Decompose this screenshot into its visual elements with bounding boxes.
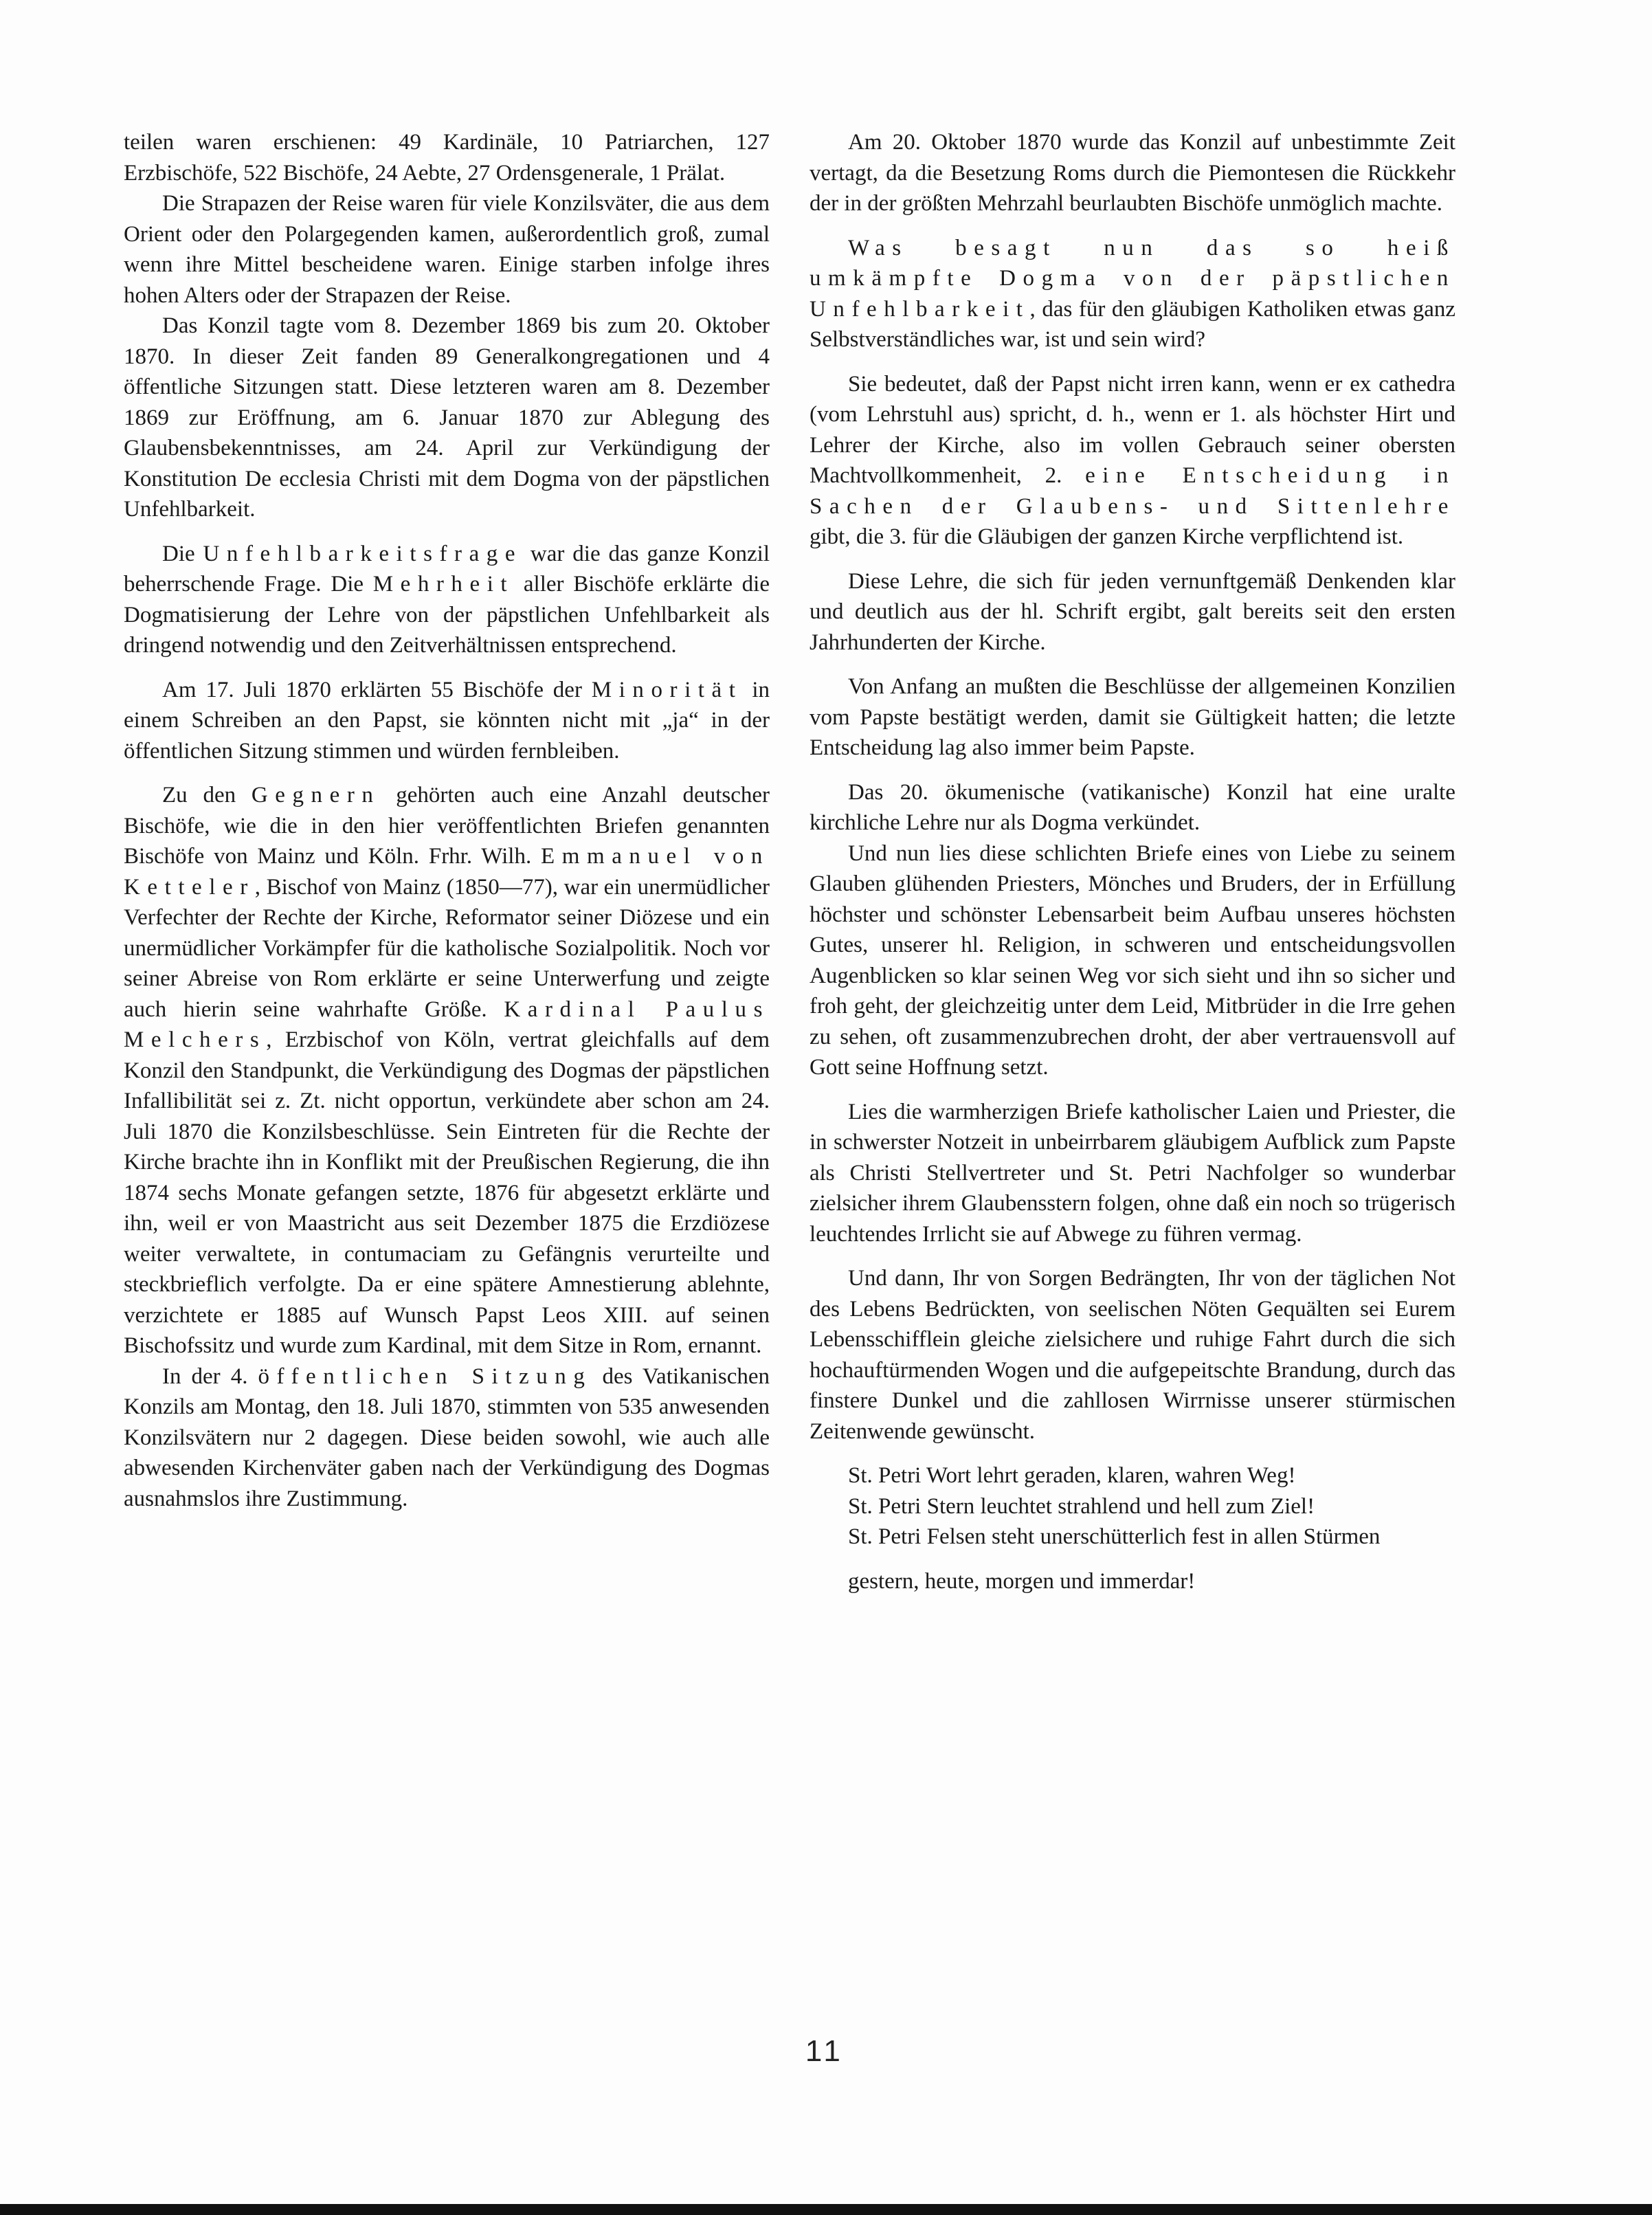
- text-run: Und dann, Ihr von Sorgen Bedrängten, Ihr von der täglichen Not des Lebens Bedrückten, von seelischen Nöten Gequälten sei Eurem Lebensschifflein gleiche zielsichere und ruhige Fahrt durch die sich hochauftürmenden Wogen und die aufgepeitschte Brandung, durch das finstere Dunkel und die zahllosen Wirrnisse unserer stürmischen Zeitenwende gewünscht.: [810, 1266, 1455, 1444]
- text-run: In der 4.: [162, 1363, 258, 1389]
- text-run: war die das ganze Konzil beherrschende Frage. Die: [124, 541, 770, 597]
- paragraph: [810, 777, 1455, 838]
- paragraph: [810, 566, 1455, 658]
- paragraph: [124, 311, 770, 525]
- text-run: teilen waren erschienen: 49 Kardinäle, 10 Patriarchen, 127 Erzbischöfe, 522 Bischöfe, 24 Aebte, 27 Ordensgenerale, 1 Prälat.: [124, 130, 770, 186]
- scan-bottom-edge: [0, 2204, 1652, 2215]
- paragraph: [124, 188, 770, 311]
- text-run: Das 20. ökumenische (vatikanische) Konzil hat eine uralte kirchliche Lehre nur als Dogma verkündet.: [810, 779, 1455, 835]
- text-run: St. Petri Stern leuchtet strahlend und hell zum Ziel!: [848, 1493, 1315, 1519]
- paragraph: [810, 369, 1455, 553]
- text-run: St. Petri Wort lehrt geraden, klaren, wahren Weg!: [848, 1463, 1296, 1488]
- emphasized-text: Emmanuel von Ketteler: [124, 844, 770, 900]
- paragraph: [810, 671, 1455, 764]
- text-run: Am 17. Juli 1870 erklärten 55 Bischöfe der: [162, 677, 592, 702]
- paragraph: [124, 127, 770, 188]
- emphasized-text: Unfehlbarkeitsfrage: [203, 541, 523, 566]
- text-run: Die: [162, 541, 203, 566]
- text-run: Und nun lies diese schlichten Briefe eines von Liebe zu seinem Glauben glühenden Priesters, Mönches und Bruders, der in Erfüllung höchster und schönster Lebensarbeit beim Aufbau unseres höchsten Gutes, unserer hl. Religion, in schweren und entscheidungsvollen Augenblicken so klar seinen Weg vor sich sieht und ihn so sicher und froh geht, der gleichzeitig unter dem Leid, Mitbrüder in die Irre gehen zu sehen, oft zusammenzubrechen droht, der aber vertrauensvoll auf Gott seine Hoffnung setzt.: [810, 841, 1455, 1080]
- emphasized-text: Gegnern: [251, 783, 381, 808]
- text-run: , Bischof von Mainz (1850—77), war ein unermüdlicher Verfechter der Rechte der Kirche, Reformator seiner Diözese und ein unermüdlicher Vorkämpfer für die katholische Sozialpolitik. Noch vor seiner Abreise von Rom erklärte er seine Unterwerfung und zeigte auch hierin seine wahrhafte Größe.: [124, 874, 770, 1022]
- text-run: Zu den: [162, 783, 252, 808]
- text-run: Am 20. Oktober 1870 wurde das Konzil auf unbestimmte Zeit vertagt, da die Besetzung Roms durch die Piemontesen die Rückkehr der in der größten Mehrzahl beurlaubten Bischöfe unmöglich machte.: [810, 130, 1455, 216]
- page-number: 11: [805, 2034, 845, 2068]
- paragraph: [810, 1522, 1455, 1552]
- text-run: , Erzbischof von Köln, vertrat gleichfalls auf dem Konzil den Standpunkt, die Verkündigung des Dogmas der päpstlichen Infallibilität sei z. Zt. nicht opportun, verkündete aber schon am 24. Juli 1870 die Konzilsbeschlüsse. Sein Eintreten für die Rechte der Kirche brachte ihn in Konflikt mit der Preußischen Regierung, die ihn 1874 sechs Monate gefangen setzte, 1876 für abgesetzt erklärte und ihn, weil er von Maastricht aus seit Dezember 1875 die Erzdiözese weiter verwaltete, in contumaciam zu Gefängnis verurteilte und steckbrieflich verfolgte. Da er eine spätere Amnestierung ablehnte, verzichtete er 1885 auf Wunsch Papst Leos XIII. auf seinen Bischofssitz und wurde zum Kardinal, mit dem Sitze in Rom, ernannt.: [124, 1027, 770, 1358]
- text-run: , das für den gläubigen Katholiken etwas ganz Selbstverständliches war, ist und sein wird?: [810, 296, 1455, 352]
- text-run: Die Strapazen der Reise waren für viele Konzilsväter, die aus dem Orient oder den Polargegenden kamen, außerordentlich groß, zumal wenn ihre Mittel bescheidene waren. Einige starben infolge ihres hohen Alters oder der Strapazen der Reise.: [124, 191, 770, 308]
- paragraph: [810, 233, 1455, 355]
- text-run: Das Konzil tagte vom 8. Dezember 1869 bis zum 20. Oktober 1870. In dieser Zeit fanden 89 Generalkongregationen und 4 öffentliche Sitzungen statt. Diese letzteren waren am 8. Dezember 1869 zur Eröffnung, am 6. Januar 1870 zur Ablegung des Glaubensbekenntnisses, am 24. April zur Verkündigung der Konstitution De ecclesia Christi mit dem Dogma von der päpstlichen Unfehlbarkeit.: [124, 313, 770, 522]
- text-run: des Vatikanischen Konzils am Montag, den 18. Juli 1870, stimmten von 535 anwesenden Konzilsvätern nur 2 dagegen. Diese beiden sowohl, wie auch alle abwesenden Kirchenväter gaben nach der Verkündigung des Dogmas ausnahmslos ihre Zustimmung.: [124, 1363, 770, 1511]
- paragraph: [810, 1097, 1455, 1250]
- paragraph: [810, 1566, 1455, 1597]
- paragraph: [810, 838, 1455, 1083]
- paragraph: [810, 127, 1455, 219]
- left-text-column: [124, 127, 770, 1514]
- text-run: aller Bischöfe erklärte die Dogmatisierung der Lehre von der päpstlichen Unfehlbarkeit als dringend notwendig und den Zeitverhältnissen entsprechend.: [124, 572, 770, 658]
- emphasized-text: eine Entscheidung in Sachen der Glaubens- und Sittenlehre: [810, 463, 1456, 519]
- paragraph: [810, 1263, 1455, 1447]
- paragraph: [124, 675, 770, 767]
- text-run: in einem Schreiben an den Papst, sie könnten nicht mit „ja“ in der öffentlichen Sitzung stimmen und würden fernbleiben.: [124, 677, 770, 764]
- text-run: Sie bedeutet, daß der Papst nicht irren kann, wenn er ex cathedra (vom Lehrstuhl aus) spricht, d. h., wenn er 1. als höchster Hirt und Lehrer der Kirche, also im vollen Gebrauch seiner obersten Machtvollkommenheit, 2.: [810, 371, 1455, 488]
- right-text-column: [810, 127, 1455, 1596]
- text-run: gibt, die 3. für die Gläubigen der ganzen Kirche verpflichtend ist.: [810, 524, 1404, 549]
- paragraph: [810, 1491, 1455, 1522]
- emphasized-text: Kardinal Paulus Melchers: [124, 997, 770, 1052]
- text-run: gestern, heute, morgen und immerdar!: [848, 1568, 1196, 1594]
- text-run: St. Petri Felsen steht unerschütterlich fest in allen Stürmen: [848, 1524, 1381, 1549]
- text-run: gehörten auch eine Anzahl deutscher Bischöfe, wie die in den hier veröffentlichten Briefen genannten Bischöfe von Mainz und Köln. Frhr. Wilh.: [124, 783, 770, 869]
- text-run: Von Anfang an mußten die Beschlüsse der allgemeinen Konzilien vom Papste bestätigt werden, damit sie Gültigkeit hatten; die letzte Entscheidung lag also immer beim Papste.: [810, 674, 1455, 760]
- text-run: Diese Lehre, die sich für jeden vernunftgemäß Denkenden klar und deutlich aus der hl. Schrift ergibt, galt bereits seit den ersten Jahrhunderten der Kirche.: [810, 568, 1455, 655]
- paragraph: [810, 1460, 1455, 1491]
- paragraph: [124, 1361, 770, 1515]
- paragraph: [124, 780, 770, 1361]
- emphasized-text: öffentlichen Sitzung: [258, 1363, 592, 1389]
- emphasized-text: Mehrheit: [372, 572, 515, 597]
- emphasized-text: Minorität: [591, 677, 743, 702]
- emphasized-text: Was besagt nun das so heiß umkämpfte Dogma von der päpstlichen Unfehlbarkeit: [810, 235, 1455, 322]
- paragraph: [124, 539, 770, 661]
- text-run: Lies die warmherzigen Briefe katholischer Laien und Priester, die in schwerster Notzeit in unbeirrbarem gläubigem Aufblick zum Papste als Christi Stellvertreter und St. Petri Nachfolger so wunderbar zielsicher ihrem Glaubensstern folgen, ohne daß ein noch so trügerisch leuchtendes Irrlicht sie auf Abwege zu führen vermag.: [810, 1099, 1455, 1247]
